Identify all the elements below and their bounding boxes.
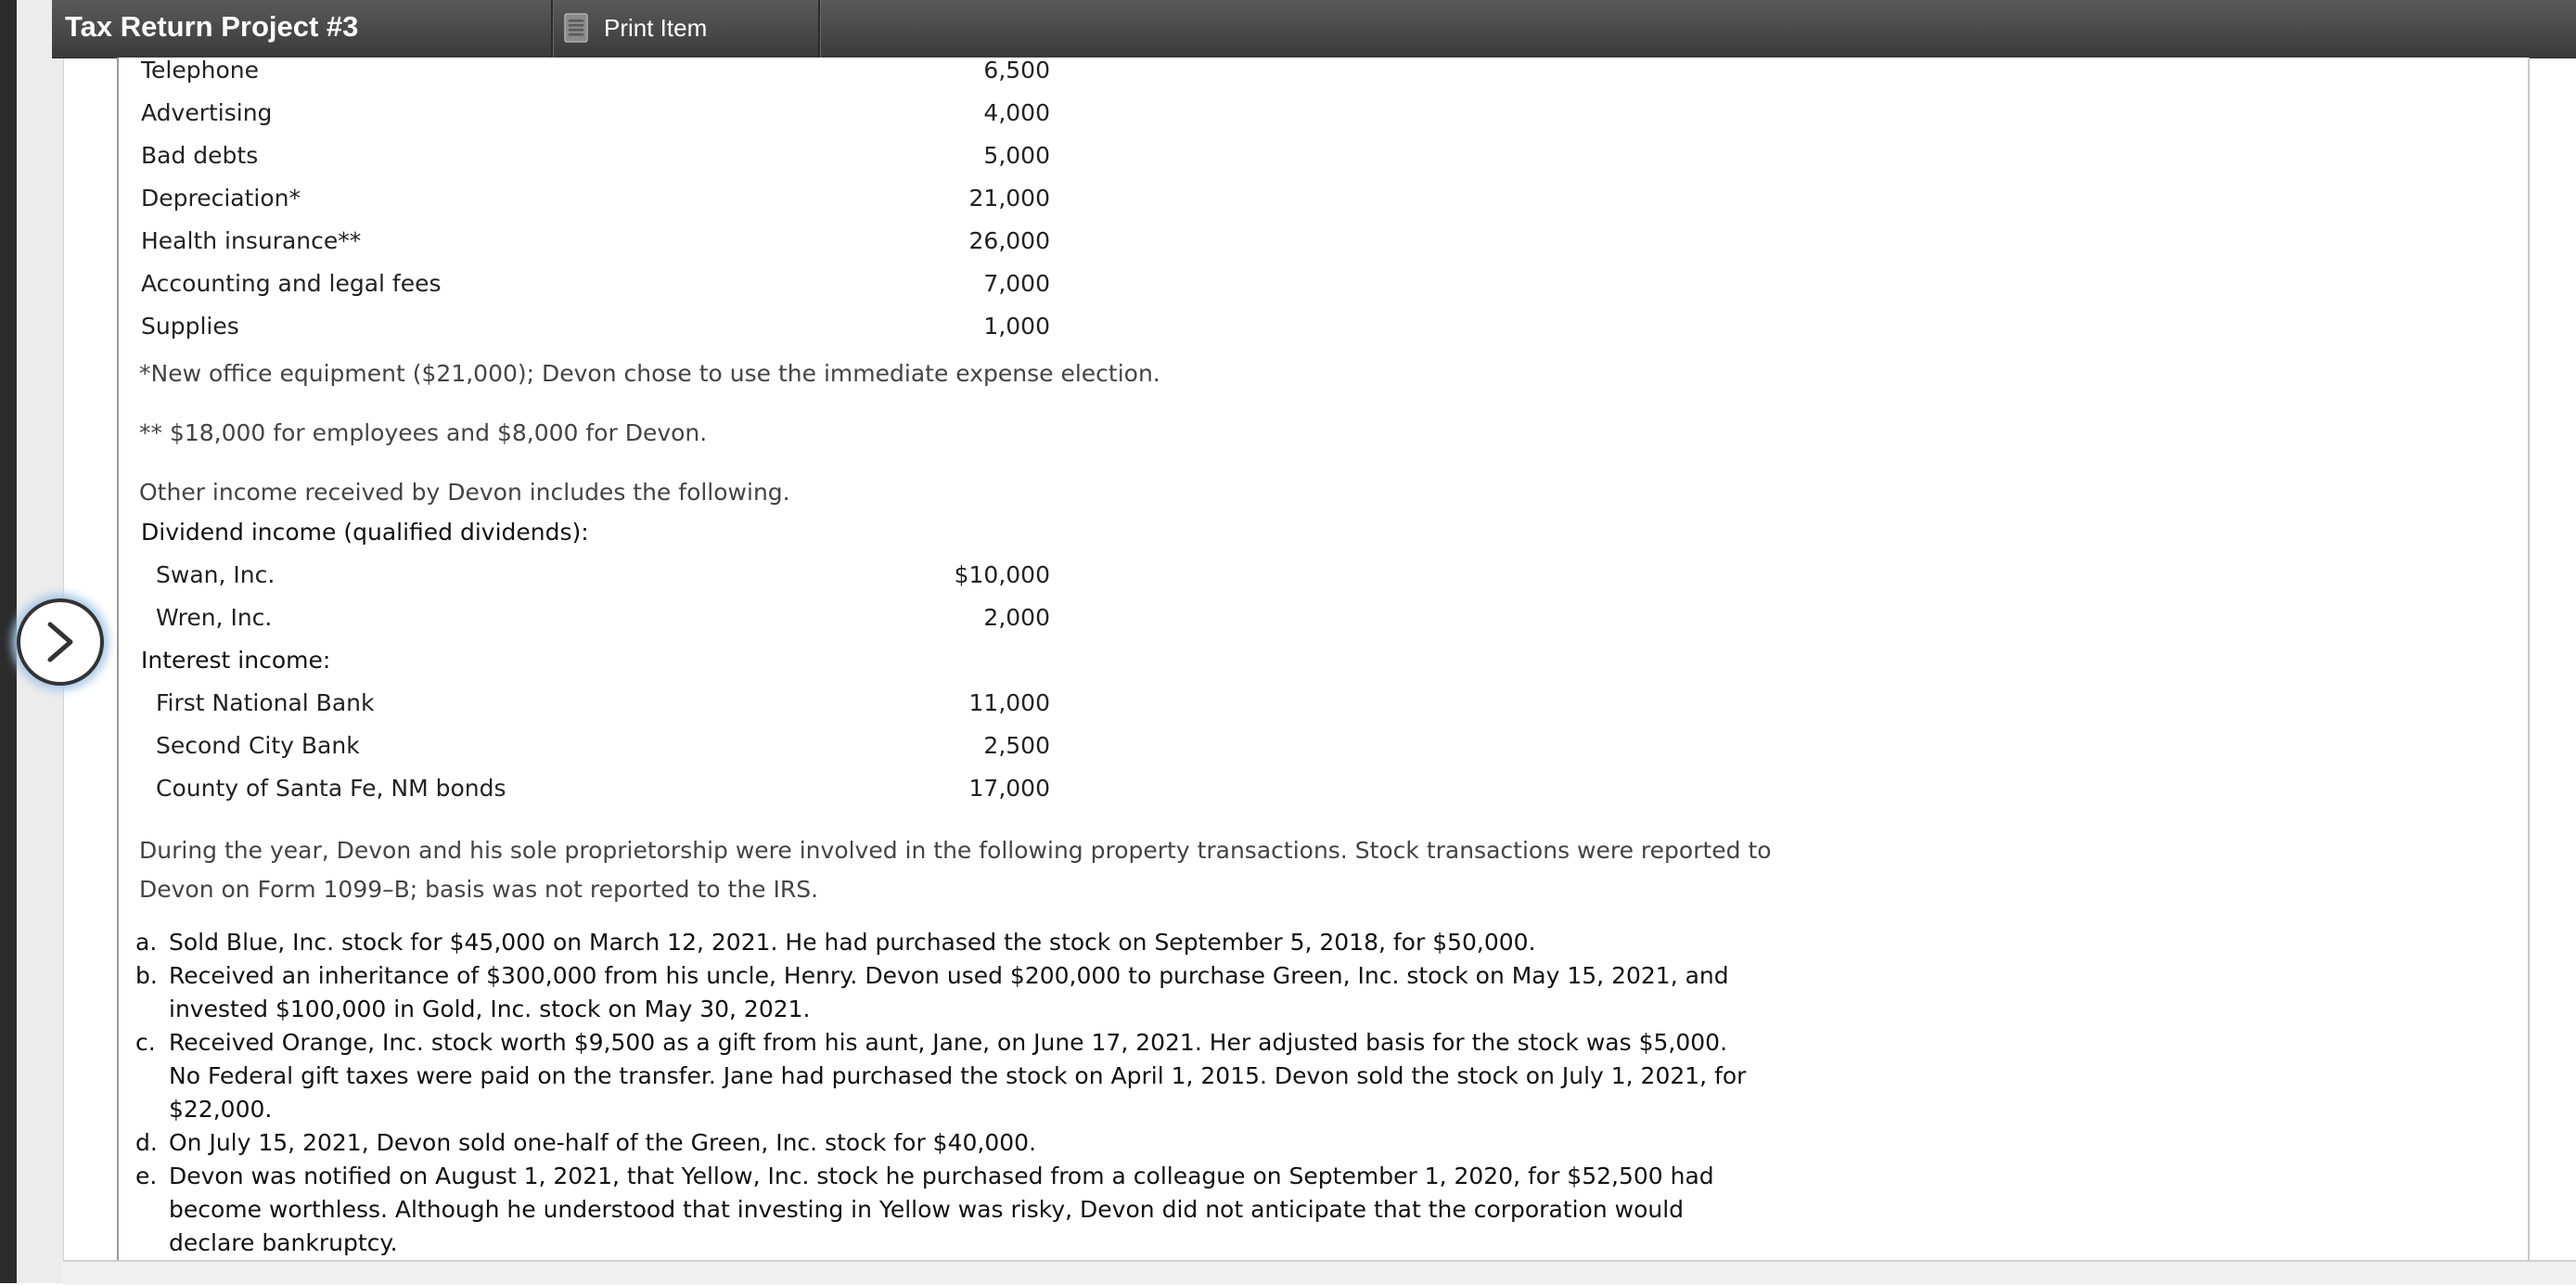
income-value: $10,000 (954, 561, 1050, 588)
print-item-label: Print Item (604, 14, 708, 42)
depreciation-note: *New office equipment ($21,000); Devon chose to use the immediate expense election. (139, 360, 1160, 387)
list-item-line: On July 15, 2021, Devon sold one-half of the Green, Inc. stock for $40,000. (169, 1129, 1037, 1156)
expense-value: 21,000 (968, 185, 1050, 212)
income-value: 2,500 (983, 732, 1050, 759)
list-item-line: Sold Blue, Inc. stock for $45,000 on March 12, 2021. He had purchased the stock on September 5, 2018, for $50,000. (169, 929, 1536, 956)
page-title: Tax Return Project #3 (65, 10, 359, 43)
expense-value: 7,000 (983, 270, 1050, 297)
income-label: County of Santa Fe, NM bonds (156, 775, 506, 802)
property-intro-line: Devon on Form 1099–B; basis was not reported to the IRS. (139, 876, 819, 903)
income-value: 2,000 (983, 604, 1050, 631)
list-item-line: invested $100,000 in Gold, Inc. stock on May 30, 2021. (169, 996, 811, 1022)
table-row (141, 135, 1050, 177)
table-row (141, 177, 1050, 220)
property-intro-line: During the year, Devon and his sole proprietorship were involved in the following property transactions. Stock transactions were reported to (139, 837, 1772, 864)
expense-label: Health insurance** (141, 227, 362, 254)
interest-heading (141, 639, 1050, 682)
income-label: First National Bank (156, 689, 375, 716)
list-marker: c. (135, 1029, 156, 1056)
table-row (156, 725, 1050, 767)
table-row (156, 682, 1050, 725)
income-label: Swan, Inc. (156, 561, 276, 588)
list-item-line: Devon was notified on August 1, 2021, that Yellow, Inc. stock he purchased from a colleague on September 1, 2020, for $52,500 had (169, 1163, 1714, 1189)
list-item-line: declare bankruptcy. (169, 1229, 398, 1256)
print-item-button[interactable] (553, 0, 868, 58)
bottom-scroll-strip (63, 1260, 2576, 1285)
list-item-line: become worthless. Although he understood that investing in Yellow was risky, Devon did not anticipate that the corporation would (169, 1196, 1685, 1223)
table-row (141, 58, 1050, 92)
chevron-right-icon (39, 619, 82, 665)
list-marker: e. (135, 1163, 158, 1189)
list-marker: a. (135, 929, 158, 956)
table-row (156, 554, 1050, 597)
table-row (141, 305, 1050, 348)
expense-value: 5,000 (983, 142, 1050, 169)
table-row (156, 597, 1050, 639)
title-bar (52, 0, 2576, 58)
expense-label: Advertising (141, 99, 273, 126)
table-row (141, 263, 1050, 305)
other-income-intro: Other income received by Devon includes the following. (139, 479, 790, 506)
list-marker: b. (135, 962, 158, 989)
dividend-heading-label: Dividend income (qualified dividends): (141, 519, 589, 546)
list-item-line: No Federal gift taxes were paid on the transfer. Jane had purchased the stock on April 1, 2015. Devon sold the stock on July 1, 2021, for (169, 1062, 1747, 1089)
expense-value: 4,000 (983, 99, 1050, 126)
income-value: 17,000 (968, 775, 1050, 802)
document-icon (564, 13, 588, 43)
list-item-line: Received an inheritance of $300,000 from his uncle, Henry. Devon used $200,000 to purchase Green, Inc. stock on May 15, 2021, and (169, 962, 1729, 989)
income-label: Wren, Inc. (156, 604, 273, 631)
toolbar-divider (818, 0, 821, 58)
table-row (141, 220, 1050, 263)
left-dark-rail (0, 0, 17, 1283)
income-value: 11,000 (968, 689, 1050, 716)
table-row (141, 92, 1050, 135)
expense-value: 26,000 (968, 227, 1050, 254)
expense-label: Supplies (141, 313, 239, 340)
table-row (156, 767, 1050, 810)
document-content[interactable] (117, 58, 2530, 1260)
income-label: Second City Bank (156, 732, 360, 759)
expense-label: Depreciation* (141, 185, 301, 212)
list-item-line: $22,000. (169, 1096, 273, 1123)
list-item-line: Received Orange, Inc. stock worth $9,500 as a gift from his aunt, Jane, on June 17, 2021. Her adjusted basis for the stock was $5,000. (169, 1029, 1728, 1056)
expense-label: Telephone (141, 58, 259, 84)
expense-label: Accounting and legal fees (141, 270, 442, 297)
dividend-heading (141, 511, 1050, 554)
interest-heading-label: Interest income: (141, 647, 331, 674)
health-insurance-note: ** $18,000 for employees and $8,000 for Devon. (139, 419, 708, 446)
next-arrow-button[interactable] (17, 598, 104, 686)
expense-value: 1,000 (983, 313, 1050, 340)
list-marker: d. (135, 1129, 158, 1156)
expense-label: Bad debts (141, 142, 259, 169)
expense-value: 6,500 (983, 58, 1050, 84)
